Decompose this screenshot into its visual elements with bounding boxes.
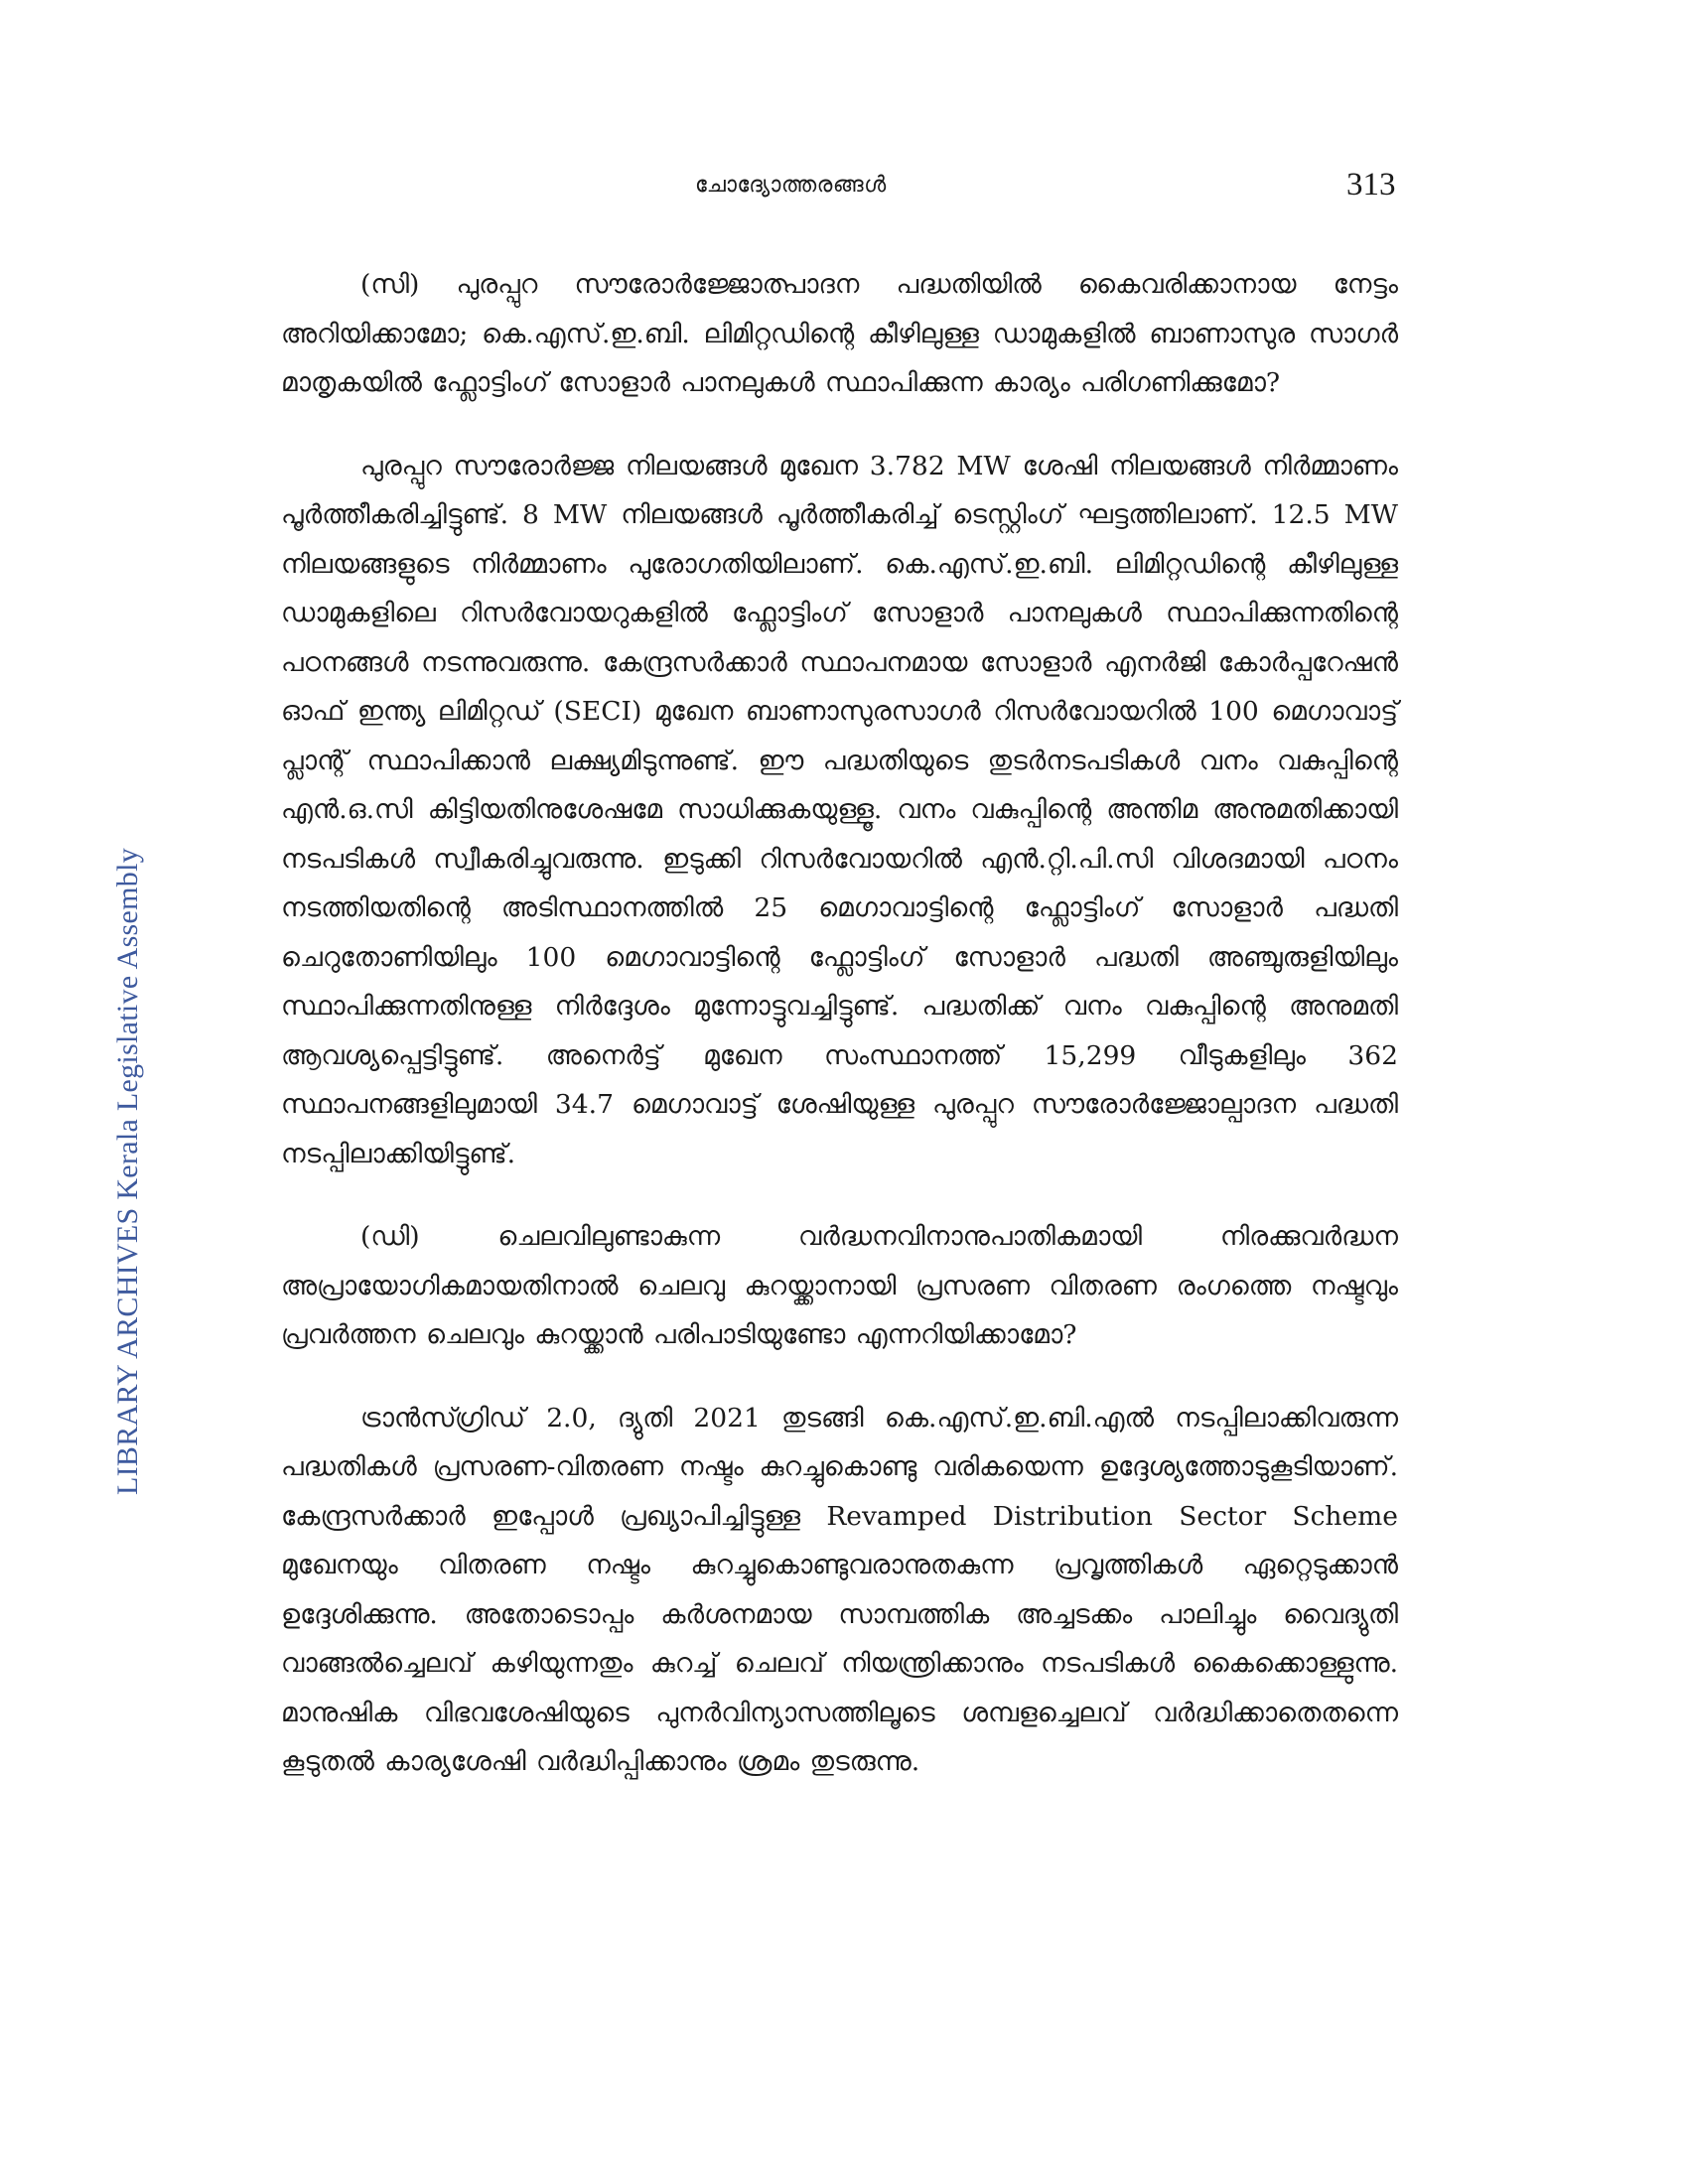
page-number: 313: [1346, 167, 1396, 203]
document-body: [281, 260, 1398, 1821]
running-title: ചോദ്യോത്തരങ്ങൾ: [695, 173, 887, 198]
question-c: (സി) പുരപ്പുറ സൗരോർജ്ജോത്പാദന പദ്ധതിയിൽ കൈവരിക്കാനായ നേട്ടം അറിയിക്കാമോ; കെ.എസ്.ഇ.ബി. ലിമിറ്റഡിന്റെ കീഴിലുള്ള ഡാമുകളിൽ ബാണാസുര സാഗർ മാതൃകയിൽ ഫ്ലോട്ടിംഗ് സോളാർ പാനലുകൾ സ്ഥാപിക്കുന്ന കാര്യം പരിഗണിക്കുമോ?: [281, 269, 1398, 398]
answer-d: ട്രാൻസ്ഗ്രിഡ് 2.0, ദ്യുതി 2021 തുടങ്ങി കെ.എസ്.ഇ.ബി.എൽ നടപ്പിലാക്കിവരുന്ന പദ്ധതികൾ പ്രസരണ-വിതരണ നഷ്ടം കുറച്ചുകൊണ്ടു വരികയെന്ന ഉദ്ദേശ്യത്തോടുകൂടിയാണ്. കേന്ദ്രസർക്കാർ ഇപ്പോൾ പ്രഖ്യാപിച്ചിട്ടുള്ള Revamped Distribution Sector Scheme മുഖേനയും വിതരണ നഷ്ടം കുറച്ചുകൊണ്ടുവരാനുതകുന്ന പ്രവൃത്തികൾ ഏറ്റെടുക്കാൻ ഉദ്ദേശിക്കുന്നു. അതോടൊപ്പം കർശനമായ സാമ്പത്തിക അച്ചടക്കം പാലിച്ചും വൈദ്യുതി വാങ്ങൽച്ചെലവ് കഴിയുന്നതും കുറച്ച് ചെലവ് നിയന്ത്രിക്കാനും നടപടികൾ കൈക്കൊള്ളുന്നു. മാനുഷിക വിഭവശേഷിയുടെ പുനർവിന്യാസത്തിലൂടെ ശമ്പളച്ചെലവ് വർദ്ധിക്കാതെതന്നെ കൂടുതൽ കാര്യശേഷി വർദ്ധിപ്പിക്കാനും ശ്രമം തുടരുന്നു.: [281, 1402, 1398, 1777]
question-d: (ഡി) ചെലവിലുണ്ടാകുന്ന വർദ്ധനവിനാനുപാതികമായി നിരക്കുവർദ്ധന അപ്രായോഗികമായതിനാൽ ചെലവു കുറയ്ക്കാനായി പ്രസരണ വിതരണ രംഗത്തെ നഷ്ടവും പ്രവർത്തന ചെലവും കുറയ്ക്കാൻ പരിപാടിയുണ്ടോ എന്നറിയിക്കാമോ?: [281, 1221, 1398, 1350]
answer-c: പുരപ്പുറ സൗരോർജ്ജ നിലയങ്ങൾ മുഖേന 3.782 MW ശേഷി നിലയങ്ങൾ നിർമ്മാണം പൂർത്തീകരിച്ചിട്ടുണ്ട്. 8 MW നിലയങ്ങൾ പൂർത്തീകരിച്ച് ടെസ്റ്റിംഗ് ഘട്ടത്തിലാണ്. 12.5 MW നിലയങ്ങളുടെ നിർമ്മാണം പുരോഗതിയിലാണ്. കെ.എസ്.ഇ.ബി. ലിമിറ്റഡിന്റെ കീഴിലുള്ള ഡാമുകളിലെ റിസർവോയറുകളിൽ ഫ്ലോട്ടിംഗ് സോളാർ പാനലുകൾ സ്ഥാപിക്കുന്നതിന്റെ പഠനങ്ങൾ നടന്നുവരുന്നു. കേന്ദ്രസർക്കാർ സ്ഥാപനമായ സോളാർ എനർജി കോർപ്പറേഷൻ ഓഫ് ഇന്ത്യ ലിമിറ്റഡ് (SECI) മുഖേന ബാണാസുരസാഗർ റിസർവോയറിൽ 100 മെഗാവാട്ട് പ്ലാന്റ് സ്ഥാപിക്കാൻ ലക്ഷ്യമിടുന്നുണ്ട്. ഈ പദ്ധതിയുടെ തുടർനടപടികൾ വനം വകുപ്പിന്റെ എൻ.ഒ.സി കിട്ടിയതിനുശേഷമേ സാധിക്കുകയുള്ളൂ. വനം വകുപ്പിന്റെ അന്തിമ അനുമതിക്കായി നടപടികൾ സ്വീകരിച്ചുവരുന്നു. ഇടുക്കി റിസർവോയറിൽ എൻ.റ്റി.പി.സി വിശദമായി പഠനം നടത്തിയതിന്റെ അടിസ്ഥാനത്തിൽ 25 മെഗാവാട്ടിന്റെ ഫ്ലോട്ടിംഗ് സോളാർ പദ്ധതി ചെറുതോണിയിലും 100 മെഗാവാട്ടിന്റെ ഫ്ലോട്ടിംഗ് സോളാർ പദ്ധതി അഞ്ചുരുളിയിലും സ്ഥാപിക്കുന്നതിനുള്ള നിർദ്ദേശം മുന്നോട്ടുവച്ചിട്ടുണ്ട്. പദ്ധതിക്ക് വനം വകുപ്പിന്റെ അനുമതി ആവശ്യപ്പെട്ടിട്ടുണ്ട്. അനെർട്ട് മുഖേന സംസ്ഥാനത്ത് 15,299 വീടുകളിലും 362 സ്ഥാപനങ്ങളിലുമായി 34.7 മെഗാവാട്ട് ശേഷിയുള്ള പുരപ്പുറ സൗരോർജ്ജോല്പാദന പദ്ധതി നടപ്പിലാക്കിയിട്ടുണ്ട്.: [281, 450, 1398, 1169]
watermark-text: LIBRARY ARCHIVES Kerala Legislative Assembly: [111, 847, 144, 1496]
running-header: [0, 167, 1688, 216]
